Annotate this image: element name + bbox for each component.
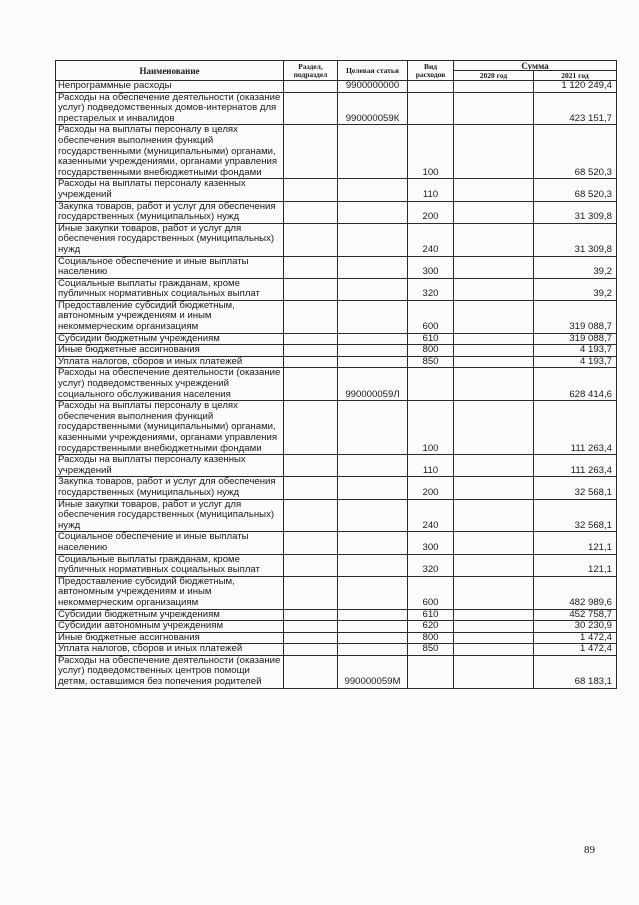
cell-target: 990000059Л [338, 368, 408, 401]
page-number: 89 [584, 844, 595, 856]
cell-target [338, 179, 408, 201]
table-row [56, 554, 617, 576]
cell-target [338, 223, 408, 256]
cell-y2021: 319 088,7 [534, 300, 617, 333]
cell-y2021: 319 088,7 [534, 333, 617, 345]
cell-type: 200 [408, 477, 454, 499]
cell-name: Непрограммные расходы [56, 81, 284, 93]
table-row [56, 576, 617, 609]
cell-name: Иные закупки товаров, работ и услуг для обеспечения государственных (муниципальных) нужд [56, 499, 284, 532]
cell-y2020 [454, 300, 534, 333]
cell-y2020 [454, 223, 534, 256]
cell-y2020 [454, 401, 534, 455]
cell-target [338, 455, 408, 477]
cell-type: 850 [408, 356, 454, 368]
cell-type: 110 [408, 179, 454, 201]
cell-name: Расходы на выплаты персоналу в целях обеспечения выполнения функций государственными (муниципальными) органами, казенными учреждениями, органами управления государственными внебюджетными фондами [56, 401, 284, 455]
cell-type: 850 [408, 644, 454, 656]
table-row [56, 81, 617, 93]
cell-section [284, 609, 338, 621]
table-row [56, 179, 617, 201]
table-body [56, 81, 617, 689]
cell-y2020 [454, 125, 534, 179]
table-row [56, 223, 617, 256]
table-row [56, 201, 617, 223]
cell-y2021: 482 989,6 [534, 576, 617, 609]
cell-section [284, 81, 338, 93]
cell-type: 110 [408, 455, 454, 477]
cell-target [338, 554, 408, 576]
cell-target: 990000059М [338, 655, 408, 688]
table-row [56, 92, 617, 125]
cell-section [284, 256, 338, 278]
header-section: Раздел, подраздел [284, 61, 338, 81]
cell-target [338, 401, 408, 455]
cell-target [338, 477, 408, 499]
table-row [56, 644, 617, 656]
cell-section [284, 92, 338, 125]
cell-y2021: 39,2 [534, 256, 617, 278]
cell-section [284, 576, 338, 609]
cell-section [284, 554, 338, 576]
cell-type [408, 655, 454, 688]
cell-type: 800 [408, 345, 454, 357]
header-sum: Сумма [454, 61, 617, 71]
cell-name: Расходы на обеспечение деятельности (оказание услуг) подведомственных центров помощи детям, оставшимся без попечения родителей [56, 655, 284, 688]
cell-section [284, 499, 338, 532]
cell-type: 600 [408, 576, 454, 609]
cell-name: Социальное обеспечение и иные выплаты населению [56, 256, 284, 278]
cell-y2021: 1 120 249,4 [534, 81, 617, 93]
cell-section [284, 125, 338, 179]
cell-target [338, 300, 408, 333]
cell-y2020 [454, 455, 534, 477]
cell-type: 240 [408, 223, 454, 256]
cell-name: Закупка товаров, работ и услуг для обеспечения государственных (муниципальных) нужд [56, 201, 284, 223]
cell-type [408, 81, 454, 93]
cell-target [338, 356, 408, 368]
cell-y2021: 4 193,7 [534, 345, 617, 357]
cell-section [284, 655, 338, 688]
cell-y2020 [454, 644, 534, 656]
cell-name: Уплата налогов, сборов и иных платежей [56, 356, 284, 368]
cell-section [284, 477, 338, 499]
header-type: Вид расходов [408, 61, 454, 81]
cell-name: Расходы на обеспечение деятельности (оказание услуг) подведомственных домов-интернатов для престарелых и инвалидов [56, 92, 284, 125]
cell-name: Расходы на обеспечение деятельности (оказание услуг) подведомственных учреждений социального обслуживания населения [56, 368, 284, 401]
table-row [56, 278, 617, 300]
cell-type: 100 [408, 401, 454, 455]
cell-name: Закупка товаров, работ и услуг для обеспечения государственных (муниципальных) нужд [56, 477, 284, 499]
cell-target: 9900000000 [338, 81, 408, 93]
cell-target [338, 644, 408, 656]
cell-type: 600 [408, 300, 454, 333]
cell-section [284, 356, 338, 368]
cell-target: 990000059К [338, 92, 408, 125]
cell-type: 300 [408, 256, 454, 278]
cell-y2020 [454, 92, 534, 125]
cell-y2021: 31 309,8 [534, 223, 617, 256]
cell-section [284, 644, 338, 656]
table-row [56, 477, 617, 499]
cell-name: Предоставление субсидий бюджетным, автономным учреждениям и иным некоммерческим организациям [56, 576, 284, 609]
cell-type: 240 [408, 499, 454, 532]
cell-section [284, 179, 338, 201]
header-2021: 2021 год [534, 71, 617, 81]
cell-section [284, 300, 338, 333]
cell-y2020 [454, 554, 534, 576]
table-row [56, 609, 617, 621]
cell-name: Социальные выплаты гражданам, кроме публичных нормативных социальных выплат [56, 278, 284, 300]
cell-y2020 [454, 621, 534, 633]
cell-section [284, 455, 338, 477]
cell-y2020 [454, 655, 534, 688]
cell-y2020 [454, 576, 534, 609]
cell-y2021: 628 414,6 [534, 368, 617, 401]
budget-table [55, 60, 617, 689]
cell-name: Иные закупки товаров, работ и услуг для обеспечения государственных (муниципальных) нужд [56, 223, 284, 256]
cell-name: Расходы на выплаты персоналу в целях обеспечения выполнения функций государственными (муниципальными) органами, казенными учреждениями, органами управления государственными внебюджетными фондами [56, 125, 284, 179]
cell-y2021: 68 183,1 [534, 655, 617, 688]
cell-y2021: 32 568,1 [534, 499, 617, 532]
cell-name: Иные бюджетные ассигнования [56, 345, 284, 357]
cell-section [284, 223, 338, 256]
table-row [56, 356, 617, 368]
cell-y2020 [454, 256, 534, 278]
cell-type: 620 [408, 621, 454, 633]
cell-section [284, 401, 338, 455]
cell-target [338, 532, 408, 554]
table-row [56, 368, 617, 401]
cell-type: 610 [408, 333, 454, 345]
cell-section [284, 368, 338, 401]
cell-type: 200 [408, 201, 454, 223]
cell-name: Уплата налогов, сборов и иных платежей [56, 644, 284, 656]
cell-type: 300 [408, 532, 454, 554]
cell-y2020 [454, 278, 534, 300]
cell-section [284, 532, 338, 554]
header-target: Целевая статья [338, 61, 408, 81]
cell-y2021: 121,1 [534, 554, 617, 576]
cell-section [284, 333, 338, 345]
cell-target [338, 345, 408, 357]
cell-y2021: 111 263,4 [534, 401, 617, 455]
table-row [56, 621, 617, 633]
cell-y2020 [454, 201, 534, 223]
cell-y2021: 68 520,3 [534, 179, 617, 201]
cell-name: Социальные выплаты гражданам, кроме публичных нормативных социальных выплат [56, 554, 284, 576]
cell-target [338, 125, 408, 179]
cell-y2021: 68 520,3 [534, 125, 617, 179]
cell-y2020 [454, 609, 534, 621]
table-row [56, 455, 617, 477]
cell-type: 100 [408, 125, 454, 179]
table-row [56, 333, 617, 345]
cell-type: 610 [408, 609, 454, 621]
cell-y2021: 32 568,1 [534, 477, 617, 499]
cell-type: 320 [408, 278, 454, 300]
header-2020: 2020 год [454, 71, 534, 81]
cell-target [338, 609, 408, 621]
table-row [56, 256, 617, 278]
cell-target [338, 499, 408, 532]
cell-y2020 [454, 499, 534, 532]
cell-target [338, 621, 408, 633]
cell-type [408, 92, 454, 125]
cell-type: 320 [408, 554, 454, 576]
cell-target [338, 333, 408, 345]
cell-y2021: 4 193,7 [534, 356, 617, 368]
cell-y2021: 452 758,7 [534, 609, 617, 621]
table-row [56, 300, 617, 333]
cell-name: Расходы на выплаты персоналу казенных учреждений [56, 179, 284, 201]
table-row [56, 532, 617, 554]
cell-y2021: 1 472,4 [534, 632, 617, 644]
cell-type: 800 [408, 632, 454, 644]
cell-section [284, 632, 338, 644]
cell-name: Расходы на выплаты персоналу казенных учреждений [56, 455, 284, 477]
cell-y2020 [454, 333, 534, 345]
table-row [56, 655, 617, 688]
cell-y2021: 111 263,4 [534, 455, 617, 477]
cell-section [284, 278, 338, 300]
cell-y2021: 31 309,8 [534, 201, 617, 223]
cell-y2020 [454, 532, 534, 554]
cell-y2020 [454, 356, 534, 368]
cell-y2021: 1 472,4 [534, 644, 617, 656]
cell-y2020 [454, 477, 534, 499]
cell-section [284, 345, 338, 357]
cell-y2020 [454, 81, 534, 93]
cell-section [284, 621, 338, 633]
cell-name: Субсидии бюджетным учреждениям [56, 609, 284, 621]
cell-target [338, 576, 408, 609]
cell-section [284, 201, 338, 223]
cell-target [338, 201, 408, 223]
cell-y2020 [454, 368, 534, 401]
cell-y2021: 423 151,7 [534, 92, 617, 125]
table-row [56, 125, 617, 179]
cell-y2020 [454, 345, 534, 357]
cell-name: Социальное обеспечение и иные выплаты населению [56, 532, 284, 554]
cell-name: Субсидии бюджетным учреждениям [56, 333, 284, 345]
cell-type [408, 368, 454, 401]
table-row [56, 401, 617, 455]
table-row [56, 499, 617, 532]
cell-y2020 [454, 179, 534, 201]
cell-target [338, 256, 408, 278]
cell-target [338, 278, 408, 300]
table-row [56, 632, 617, 644]
cell-target [338, 632, 408, 644]
cell-name: Иные бюджетные ассигнования [56, 632, 284, 644]
cell-y2021: 30 230,9 [534, 621, 617, 633]
header-name: Наименование [56, 61, 284, 81]
table-row [56, 345, 617, 357]
cell-y2021: 39,2 [534, 278, 617, 300]
cell-name: Субсидии автономным учреждениям [56, 621, 284, 633]
cell-y2021: 121,1 [534, 532, 617, 554]
cell-name: Предоставление субсидий бюджетным, автономным учреждениям и иным некоммерческим организациям [56, 300, 284, 333]
cell-y2020 [454, 632, 534, 644]
